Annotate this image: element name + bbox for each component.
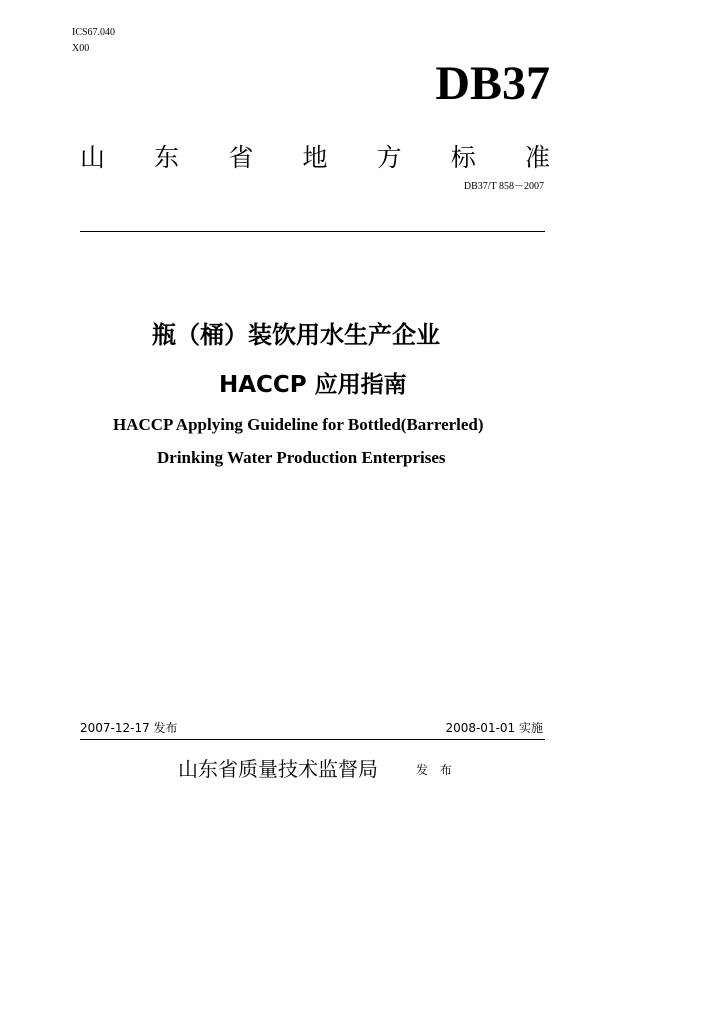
top-divider (80, 231, 545, 232)
standard-type-char: 地 (302, 143, 328, 172)
ics-code: ICS67.040 (72, 27, 116, 38)
standard-type-char: 东 (154, 143, 180, 172)
standard-number: DB37/T 858－2007 (463, 181, 544, 192)
issuing-label: 发 布 (416, 763, 456, 777)
standard-code: DB37 (435, 57, 550, 110)
implementation-date: 2008-01-01 实施 (445, 721, 543, 735)
standard-type-char: 标 (450, 143, 476, 172)
issuing-authority: 山东省质量技术监督局 (178, 757, 378, 781)
standard-type (80, 140, 550, 176)
standard-type-char: 山 (80, 143, 106, 172)
title-english-line-1: HACCP Applying Guideline for Bottled(Barrerled) (113, 415, 484, 434)
issue-date: 2007-12-17 发布 (80, 721, 178, 735)
standard-type-char: 方 (376, 143, 402, 172)
standard-type-char: 省 (228, 143, 254, 172)
title-chinese-line-1: 瓶（桶）装饮用水生产企业 (152, 321, 440, 349)
bottom-divider (80, 739, 545, 740)
title-chinese-line-2: HACCP 应用指南 (219, 372, 407, 398)
classification-code: X00 (72, 43, 90, 54)
title-english-line-2: Drinking Water Production Enterprises (157, 448, 446, 467)
standard-type-char: 准 (524, 143, 550, 172)
